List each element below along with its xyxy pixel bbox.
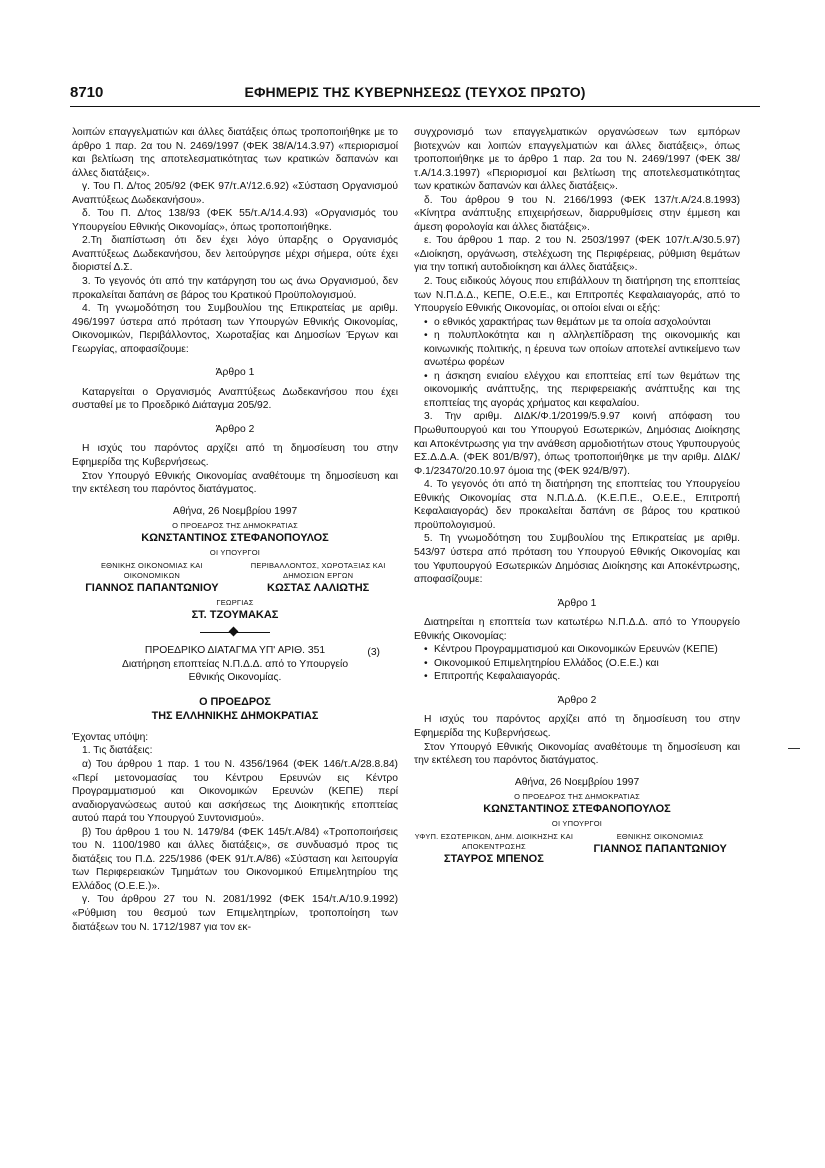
ministers-label: ΟΙ ΥΠΟΥΡΓΟΙ bbox=[551, 819, 603, 829]
article-title: Άρθρο 2 bbox=[557, 694, 597, 706]
president-role: Ο ΠΡΟΕΔΡΟΣ ΤΗΣ ΔΗΜΟΚΡΑΤΙΑΣ bbox=[172, 521, 298, 531]
decree-title bbox=[72, 644, 398, 658]
entity-item bbox=[414, 670, 740, 684]
minister-name: ΓΙΑΝΝΟΣ ΠΑΠΑΝΤΩΝΙΟΥ bbox=[85, 582, 219, 595]
paragraph: δ. Του Π. Δ/τος 138/93 (ΦΕΚ 55/τ.Α/14.4.93) «Οργανισμός του Υπουργείου Εθνικής Οικονομίας», όπως τροποποιήθηκε. bbox=[72, 208, 398, 233]
minister-signature bbox=[414, 832, 574, 866]
page-number: 8710 bbox=[70, 84, 104, 101]
bullet-icon: • bbox=[424, 330, 428, 342]
minister-name: ΚΩΣΤΑΣ ΛΑΛΙΩΤΗΣ bbox=[267, 582, 370, 595]
paragraph: 2.Τη διαπίστωση ότι δεν έχει λόγο ύπαρξης ο Οργανισμός Αναπτύξεως Δωδεκανήσου, δεν λειτούργησε μέχρι σήμερα, ούτε έχει διοριστεί Δ.Σ. bbox=[72, 235, 398, 274]
bullet-icon: • bbox=[424, 316, 428, 328]
article-text: Διατηρείται η εποπτεία των κατωτέρω Ν.Π.Δ.Δ. από το Υπουργείο Εθνικής Οικονομίας: bbox=[414, 617, 740, 642]
paragraph: 3. Το γεγονός ότι από την κατάργηση του ως άνω Οργανισμού, δεν προκαλείται δαπάνη σε βάρος του Κρατικού Προϋπολογισμού. bbox=[72, 276, 398, 301]
decree-subtitle: Διατήρηση εποπτείας Ν.Π.Δ.Δ. από το Υπουργείο Εθνικής Οικονομίας. bbox=[121, 658, 349, 684]
ministers-signatures bbox=[72, 561, 398, 595]
article-text: Η ισχύς του παρόντος αρχίζει από τη δημοσίευση του στην Εφημερίδα της Κυβερνήσεως. bbox=[414, 714, 740, 739]
minister-role: ΓΕΩΡΓΙΑΣ bbox=[216, 598, 254, 608]
article-title: Άρθρο 1 bbox=[557, 597, 597, 609]
bullet-icon: • bbox=[424, 671, 428, 683]
reason-text: η πολυπλοκότητα και η αλληλεπίδραση της οικονομικής και κοινωνικής πολιτικής, η έρευνα των οποίων αποτελεί αντικείμενο των ανωτέρω φορέων bbox=[424, 330, 740, 369]
minister-name: ΓΙΑΝΝΟΣ ΠΑΠΑΝΤΩΝΙΟΥ bbox=[593, 843, 727, 856]
bullet-icon: • bbox=[424, 370, 428, 382]
page-header bbox=[70, 84, 760, 107]
paragraph: 4. Τη γνωμοδότηση του Συμβουλίου της Επικρατείας με αριθμ. 496/1997 ύστερα από πρόταση των Υπουργών Εθνικής Οικονομίας, Οικονομικών, Περιβάλλοντος, Χωροταξίας και Δημοσίων Έργων και Γεωργίας, αποφασίζουμε: bbox=[72, 303, 398, 355]
right-column bbox=[414, 126, 740, 866]
minister-signature bbox=[238, 561, 398, 595]
paragraph: λοιπών επαγγελματιών και άλλες διατάξεις όπως τροποποιήθηκε με το άρθρο 1 παρ. 2α του Ν. 2469/1997 (ΦΕΚ 38/Α/14.3.97) «περιορισμοί και βελτίωση της αποτελεσματικότητας των κρατικών δαπανών και άλλες διατάξεις». bbox=[72, 127, 398, 179]
ministers-signatures bbox=[414, 832, 740, 866]
paragraph: γ. Του Π. Δ/τος 205/92 (ΦΕΚ 97/τ.Α'/12.6.92) «Σύσταση Οργανισμού Αναπτύξεως Δωδεκανήσου». bbox=[72, 181, 398, 206]
reason-text: ο εθνικός χαρακτήρας των θεμάτων με τα οποία ασχολούνται bbox=[434, 316, 711, 328]
article-title: Άρθρο 2 bbox=[215, 423, 255, 435]
minister-role: ΕΘΝΙΚΗΣ ΟΙΚΟΝΟΜΙΑΣ ΚΑΙ ΟΙΚΟΝΟΜΙΚΩΝ bbox=[100, 561, 203, 581]
minister-signature bbox=[580, 832, 740, 866]
decree-title-text: ΠΡΟΕΔΡΙΚΟ ΔΙΑΤΑΓΜΑ ΥΠ' ΑΡΙΘ. 351 bbox=[144, 645, 326, 657]
minister-name: ΣΤΑΥΡΟΣ ΜΠΕΝΟΣ bbox=[443, 853, 544, 866]
signature-date: Αθήνα, 26 Νοεμβρίου 1997 bbox=[172, 505, 298, 517]
heading-line: Ο ΠΡΟΕΔΡΟΣ bbox=[199, 695, 271, 708]
entity-text: Επιτροπής Κεφαλαιαγοράς. bbox=[434, 671, 561, 683]
bullet-icon: • bbox=[424, 644, 428, 656]
article-text: Στον Υπουργό Εθνικής Οικονομίας αναθέτουμε τη δημοσίευση και την εκτέλεση του παρόντος διατάγματος. bbox=[414, 741, 740, 767]
provision: γ. Του άρθρου 27 του Ν. 2081/1992 (ΦΕΚ 154/τ.Α/10.9.1992) «Ρύθμιση του θεσμού των Επιμελητηρίων, τροποποίηση των διατάξεων του Ν. 1712/1987 για τον εκ- bbox=[72, 894, 398, 933]
left-column bbox=[72, 126, 398, 934]
article-title: Άρθρο 1 bbox=[215, 367, 255, 379]
provisions-label: 1. Τις διατάξεις: bbox=[82, 745, 153, 757]
paragraph: δ. Του άρθρου 9 του Ν. 2166/1993 (ΦΕΚ 137/τ.Α/24.8.1993) «Κίνητρα ανάπτυξης επιχειρήσεων, διαρρυθμίσεις στην έμμεση και άμεση φορολογία και άλλες διατάξεις». bbox=[414, 194, 740, 233]
provision: α) Του άρθρου 1 παρ. 1 του Ν. 4356/1964 (ΦΕΚ 146/τ.Α/28.8.84) «Περί μετονομασίας του Κέντρου Ερευνών εις Κέντρο Προγραμματισμού και Οικονομικών Ερευνών (ΚΕΠΕ) περί αναδιοργανώσεως αυτού και ασκήσεως της Διοικητικής εποπτείας αυτού παρά του Υπουργού Συντονισμού». bbox=[72, 758, 398, 825]
divider-diamond-icon bbox=[229, 627, 239, 637]
paragraph: 5. Τη γνωμοδότηση του Συμβουλίου της Επικρατείας με αριθμ. 543/97 ύστερα από πρόταση του Υπουργού Εθνικής Οικονομίας και του Υφυπουργού Εσωτερικών Δημόσιας Διοίκησης και Αποκέντρωσης, αποφασίζουμε: bbox=[414, 533, 740, 586]
entity-text: Οικονομικού Επιμελητηρίου Ελλάδος (Ο.Ε.Ε.) και bbox=[434, 657, 659, 669]
president-role: Ο ΠΡΟΕΔΡΟΣ ΤΗΣ ΔΗΜΟΚΡΑΤΙΑΣ bbox=[514, 792, 640, 802]
heading-line: ΤΗΣ ΕΛΛΗΝΙΚΗΣ ΔΗΜΟΚΡΑΤΙΑΣ bbox=[151, 709, 319, 722]
entity-item bbox=[414, 657, 740, 671]
paragraph: ε. Του άρθρου 1 παρ. 2 του Ν. 2503/1997 (ΦΕΚ 107/τ.Α/30.5.97) «Διοίκηση, οργάνωση, στελέχωση της Περιφέρειας, ρύθμιση θεμάτων για την τοπική αυτοδιοίκηση και άλλες διατάξεις». bbox=[414, 235, 740, 274]
reason-item bbox=[414, 370, 740, 411]
paragraph: συγχρονισμό των επαγγελματικών οργανώσεων των εμπόρων βιοτεχνών και λοιπών επαγγελματιών και άλλες διατάξεις», όπως τροποποιήθηκε με το άρθρο 1 παρ. 2α του Ν. 2469/1997 (ΦΕΚ 38/τ.Α/14.3.1997) «Περιορισμοί και βελτίωση της αποτελεσματικότητας των κρατικών δαπανών και άλλες διατάξεις». bbox=[414, 127, 740, 193]
president-name: ΚΩΝΣΤΑΝΤΙΝΟΣ ΣΤΕΦΑΝΟΠΟΥΛΟΣ bbox=[483, 803, 671, 816]
bullet-icon: • bbox=[424, 657, 428, 669]
entity-text: Κέντρου Προγραμματισμού και Οικονομικών Ερευνών (ΚΕΠΕ) bbox=[434, 644, 718, 656]
minister-name: ΣΤ. ΤΖΟΥΜΑΚΑΣ bbox=[191, 609, 279, 622]
entity-item bbox=[414, 643, 740, 657]
article-text: Η ισχύς του παρόντος αρχίζει από τη δημοσίευση του στην Εφημερίδα της Κυβερνήσεως. bbox=[72, 443, 398, 469]
provision: β) Του άρθρου 1 του Ν. 1479/84 (ΦΕΚ 145/τ.Α/84) «Τροποποιήσεις του Ν. 1100/1980 και άλλες διατάξεις», σε συνδυασμό προς τις διατάξεις του Π.Δ. 225/1986 (ΦΕΚ 91/τ.Α/86) «Σύσταση και λειτουργία των Περιφερειακών Τμημάτων του Οικονομικού Επιμελητηρίου της Ελλάδος (Ο.Ε.Ε.)». bbox=[72, 826, 398, 892]
minister-role: ΕΘΝΙΚΗΣ ΟΙΚΟΝΟΜΙΑΣ bbox=[616, 832, 704, 842]
decree-number: (3) bbox=[367, 647, 380, 659]
margin-mark bbox=[788, 748, 800, 749]
considering-label: Έχοντας υπόψη: bbox=[72, 731, 149, 743]
paragraph: 2. Τους ειδικούς λόγους που επιβάλλουν τη διατήρηση της εποπτείας των Ν.Π.Δ.Δ., ΚΕΠΕ, Ο.Ε.Ε., και Επιτροπές Κεφαλαιαγοράς, από το Υπουργείο Εθνικής Οικονομίας, οι οποίοι είναι οι εξής: bbox=[414, 276, 740, 315]
paragraph: 4. Το γεγονός ότι από τη διατήρηση της εποπτείας του Υπουργείου Εθνικής Οικονομίας στα Ν.Π.Δ.Δ. (Κ.Ε.Π.Ε., Ο.Ε.Ε., Επιτροπή Κεφαλαιαγοράς) δεν προκαλείται δαπάνη σε βάρος του κρατικού προϋπολογισμού. bbox=[414, 479, 740, 531]
reason-item bbox=[414, 329, 740, 370]
reason-text: η άσκηση ενιαίου ελέγχου και εποπτείας επί των θεμάτων της οικονομικής ανάπτυξης, της περιφερειακής ανάπτυξης και της εποπτείας της αγοράς χρήματος και κεφαλαίου. bbox=[424, 370, 740, 409]
signature-date: Αθήνα, 26 Νοεμβρίου 1997 bbox=[514, 776, 640, 788]
reason-item bbox=[414, 316, 740, 330]
article-text: Καταργείται ο Οργανισμός Αναπτύξεως Δωδεκανήσου που έχει συσταθεί με το Προεδρικό Διάταγμα 205/92. bbox=[72, 386, 398, 412]
gazette-title: ΕΦΗΜΕΡΙΣ ΤΗΣ ΚΥΒΕΡΝΗΣΕΩΣ (ΤΕΥΧΟΣ ΠΡΩΤΟ) bbox=[244, 84, 586, 100]
minister-role: ΠΕΡΙΒΑΛΛΟΝΤΟΣ, ΧΩΡΟΤΑΞΙΑΣ ΚΑΙ ΔΗΜΟΣΙΩΝ ΕΡΓΩΝ bbox=[250, 561, 386, 581]
paragraph: 3. Την αριθμ. ΔΙΔΚ/Φ.1/20199/5.9.97 κοινή απόφαση του Πρωθυπουργού και του Υπουργού Εσωτερικών, Δημόσιας Διοίκησης και Αποκέντρωσης για την ανάθεση αρμοδιοτήτων στους Υφυπουργούς ΕΣ.Δ.Δ.Α. (ΦΕΚ 801/Β/97), όπως τροποποιήθηκε με την αριθμ. ΔΙΔΚ/Φ.1/23470/20.10.97 όμοια της (ΦΕΚ 924/Β/97). bbox=[414, 411, 740, 477]
minister-role: ΥΦΥΠ. ΕΣΩΤΕΡΙΚΩΝ, ΔΗΜ. ΔΙΟΙΚΗΣΗΣ ΚΑΙ ΑΠΟΚΕΝΤΡΩΣΗΣ bbox=[414, 832, 574, 852]
section-divider bbox=[72, 626, 398, 638]
minister-signature bbox=[72, 561, 232, 595]
president-name: ΚΩΝΣΤΑΝΤΙΝΟΣ ΣΤΕΦΑΝΟΠΟΥΛΟΣ bbox=[141, 532, 329, 545]
ministers-label: ΟΙ ΥΠΟΥΡΓΟΙ bbox=[209, 548, 261, 558]
article-text: Στον Υπουργό Εθνικής Οικονομίας αναθέτουμε τη δημοσίευση και την εκτέλεση του παρόντος διατάγματος. bbox=[72, 470, 398, 496]
